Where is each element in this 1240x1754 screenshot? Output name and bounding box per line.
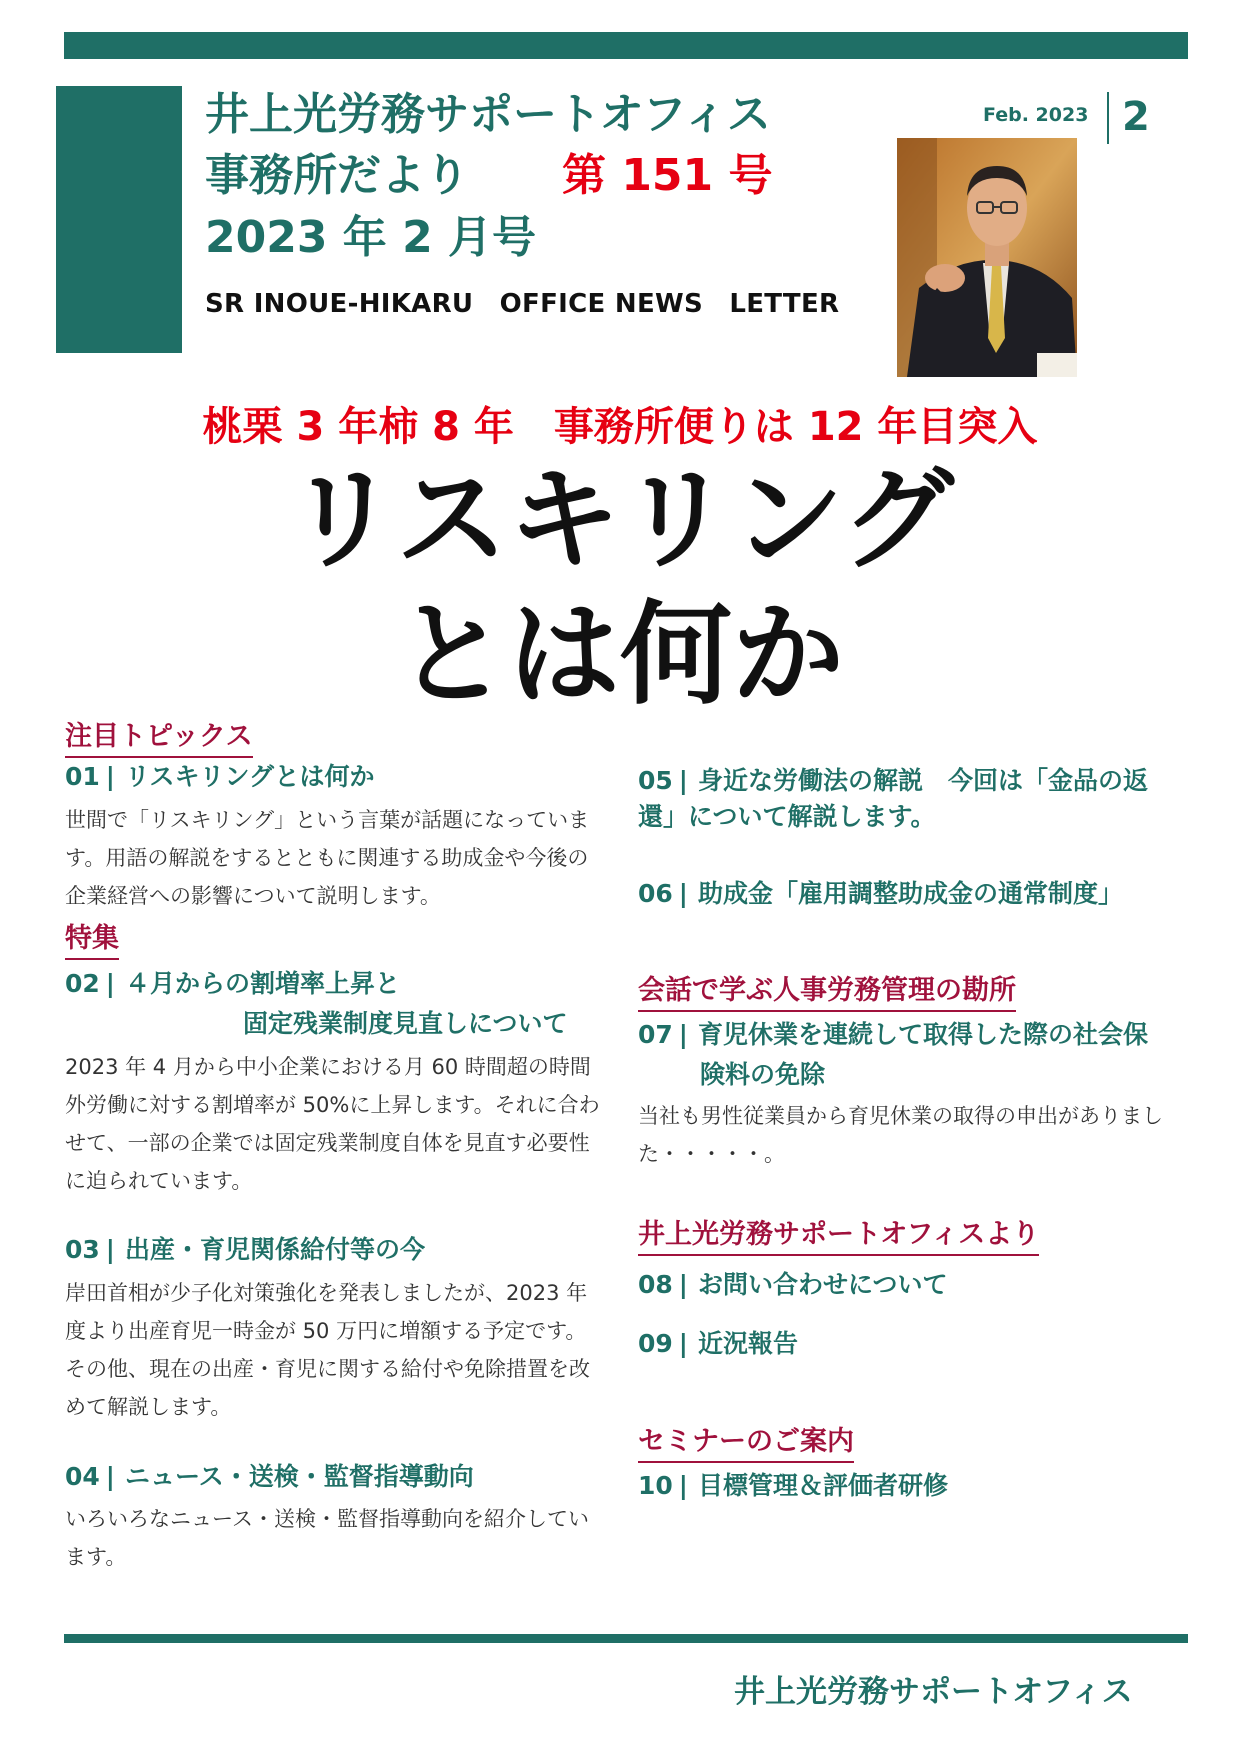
- toc-item-07-title-continued[interactable]: 険料の免除: [700, 1060, 826, 1089]
- toc-item-08[interactable]: [638, 1268, 947, 1302]
- section-heading-topics: 注目トピックス: [65, 720, 253, 758]
- tagline: 桃栗 3 年柿 8 年 事務所便りは 12 年目突入: [202, 404, 1038, 450]
- item-title: ニュース・送検・監督指導動向: [124, 1462, 474, 1491]
- item-title: 目標管理＆評価者研修: [697, 1471, 948, 1500]
- toc-item-05-title-continued[interactable]: 還」について解説します。: [638, 802, 936, 831]
- issue-date: Feb. 2023: [983, 104, 1089, 126]
- item-number: 07: [638, 1020, 673, 1049]
- toc-item-05[interactable]: [638, 764, 1148, 798]
- office-title: 井上光労務サポートオフィス: [205, 89, 771, 140]
- item-divider: |: [678, 1471, 688, 1500]
- section-heading-feature: 特集: [65, 922, 119, 960]
- item-number: 05: [638, 766, 673, 795]
- item-title: リスキリングとは何か: [124, 762, 375, 791]
- item-title: 出産・育児関係給付等の今: [124, 1235, 425, 1264]
- main-title-line2: とは何か: [396, 590, 844, 720]
- item-title: 助成金「雇用調整助成金の通常制度」: [697, 879, 1123, 908]
- item-04-description: いろいろなニュース・送検・監督指導動向を紹介しています。: [65, 1507, 589, 1569]
- header-accent-block: [56, 86, 182, 353]
- page-number-divider: [1107, 92, 1109, 144]
- author-photo: [897, 138, 1077, 377]
- item-title: お問い合わせについて: [697, 1270, 948, 1299]
- item-number: 08: [638, 1270, 673, 1299]
- newsletter-title: 事務所だより: [205, 150, 469, 201]
- toc-item-03[interactable]: [65, 1233, 425, 1267]
- item-number: 09: [638, 1329, 673, 1358]
- item-02-description: 2023 年 4 月から中小企業における月 60 時間超の時間外労働に対する割増率が 50%に上昇します。それに合わせて、一部の企業では固定残業制度自体を見直す必要性に迫られています。: [65, 1055, 600, 1193]
- item-03-description: 岸田首相が少子化対策強化を発表しましたが、2023 年度より出産育児一時金が 50 万円に増額する予定です。その他、現在の出産・育児に関する給付や免除措置を改めて解説します。: [65, 1281, 590, 1419]
- item-title: 身近な労働法の解説 今回は「金品の返: [697, 766, 1148, 795]
- item-title: ４月からの割増率上昇と: [124, 969, 400, 998]
- issue-month: 2023 年 2 月号: [205, 212, 537, 263]
- item-number: 02: [65, 969, 100, 998]
- toc-item-06[interactable]: [638, 877, 1123, 911]
- item-divider: |: [678, 766, 688, 795]
- item-divider: |: [678, 1329, 688, 1358]
- english-subtitle: SR INOUE-HIKARU OFFICE NEWS LETTER: [205, 289, 840, 319]
- item-divider: |: [105, 969, 115, 998]
- item-number: 04: [65, 1462, 100, 1491]
- item-divider: |: [105, 1235, 115, 1264]
- top-divider-bar: [64, 32, 1188, 59]
- item-divider: |: [105, 1462, 115, 1491]
- item-number: 03: [65, 1235, 100, 1264]
- item-07-description: 当社も男性従業員から育児休業の取得の申出がありました・・・・・。: [638, 1104, 1163, 1166]
- item-number: 01: [65, 762, 100, 791]
- toc-item-01[interactable]: [65, 760, 374, 794]
- section-heading-office: 井上光労務サポートオフィスより: [638, 1218, 1039, 1256]
- toc-item-02-title-continued[interactable]: 固定残業制度見直しについて: [243, 1009, 568, 1038]
- issue-number: 第 151 号: [562, 150, 773, 201]
- section-heading-conversation: 会話で学ぶ人事労務管理の勘所: [638, 974, 1016, 1012]
- item-title: 近況報告: [697, 1329, 798, 1358]
- toc-item-09[interactable]: [638, 1327, 798, 1361]
- toc-item-04[interactable]: [65, 1460, 474, 1494]
- item-divider: |: [678, 879, 688, 908]
- item-number: 10: [638, 1471, 673, 1500]
- item-divider: |: [105, 762, 115, 791]
- main-title-line1: リスキリング: [286, 455, 954, 585]
- item-divider: |: [678, 1270, 688, 1299]
- bottom-divider-bar: [64, 1634, 1188, 1643]
- item-divider: |: [678, 1020, 688, 1049]
- page-number: 2: [1122, 94, 1150, 140]
- item-01-description: 世間で「リスキリング」という言葉が話題になっています。用語の解説をするとともに関連する助成金や今後の企業経営への影響について説明します。: [65, 808, 590, 908]
- section-heading-seminar: セミナーのご案内: [638, 1425, 854, 1463]
- toc-item-10[interactable]: [638, 1469, 948, 1503]
- item-title: 育児休業を連続して取得した際の社会保: [697, 1020, 1148, 1049]
- item-number: 06: [638, 879, 673, 908]
- toc-item-07[interactable]: [638, 1018, 1148, 1052]
- footer-office-name: 井上光労務サポートオフィス: [734, 1674, 1133, 1710]
- toc-item-02[interactable]: [65, 967, 400, 1001]
